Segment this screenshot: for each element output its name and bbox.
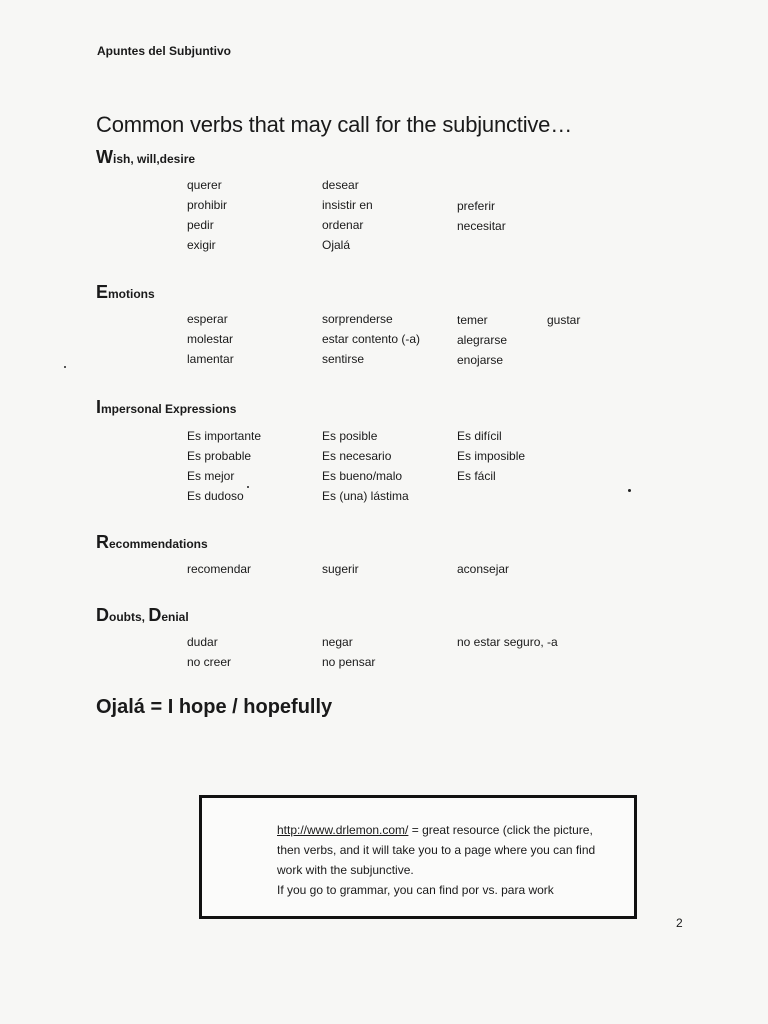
section-heading-emotions xyxy=(96,282,155,303)
expr-es-mejor: Es mejor xyxy=(187,469,235,483)
section-initial: W xyxy=(96,147,113,167)
page-number: 2 xyxy=(676,916,683,930)
resource-line-3: work with the subjunctive. xyxy=(277,863,414,877)
section-heading-impersonal xyxy=(96,397,236,418)
resource-line-2: then verbs, and it will take you to a page where you can find xyxy=(277,843,596,857)
verb-dudar: dudar xyxy=(187,635,218,649)
section-heading-doubts xyxy=(96,605,189,626)
verb-recomendar: recomendar xyxy=(187,562,252,576)
page-title: Common verbs that may call for the subjunctive… xyxy=(96,112,573,137)
resource-text xyxy=(277,820,627,900)
expr-es-dificil: Es difícil xyxy=(457,429,502,443)
verb-enojarse: enojarse xyxy=(457,353,504,367)
section-initial: E xyxy=(96,282,109,302)
section-initial: R xyxy=(96,532,109,552)
section-label: oubts, xyxy=(109,610,149,624)
verb-temer: temer xyxy=(457,313,488,327)
verb-sorprenderse: sorprenderse xyxy=(322,312,393,326)
verb-no-estar-seguro: no estar seguro, -a xyxy=(457,635,558,649)
verb-gustar: gustar xyxy=(547,313,581,327)
scan-speck xyxy=(64,366,66,368)
verb-ordenar: ordenar xyxy=(322,218,364,232)
verb-pedir: pedir xyxy=(187,218,214,232)
section-label: mpersonal Expressions xyxy=(101,402,237,416)
verb-desear: desear xyxy=(322,178,359,192)
verb-esperar: esperar xyxy=(187,312,228,326)
verb-sugerir: sugerir xyxy=(322,562,359,576)
ojala-definition: Ojalá = I hope / hopefully xyxy=(96,696,333,718)
section-heading-recommendations xyxy=(96,532,208,553)
verb-aconsejar: aconsejar xyxy=(457,562,510,576)
section-label: motions xyxy=(108,287,155,301)
expr-es-importante: Es importante xyxy=(187,429,262,443)
expr-es-lastima: Es (una) lástima xyxy=(322,489,409,503)
verb-sentirse: sentirse xyxy=(322,352,365,366)
resource-line-1-rest: = great resource (click the picture, xyxy=(408,823,593,837)
expr-es-imposible: Es imposible xyxy=(457,449,526,463)
verb-alegrarse: alegrarse xyxy=(457,333,508,347)
scan-speck xyxy=(247,486,249,488)
verb-exigir: exigir xyxy=(187,238,216,252)
verb-insistir: insistir en xyxy=(322,198,373,212)
verb-estar-contento: estar contento (-a) xyxy=(322,332,421,346)
expr-es-bueno-malo: Es bueno/malo xyxy=(322,469,403,483)
verb-prohibir: prohibir xyxy=(187,198,228,212)
verb-querer: querer xyxy=(187,178,222,192)
expr-es-dudoso: Es dudoso xyxy=(187,489,244,503)
verb-ojala: Ojalá xyxy=(322,238,351,252)
expr-es-facil: Es fácil xyxy=(457,469,496,483)
expr-es-posible: Es posible xyxy=(322,429,378,443)
verb-preferir: preferir xyxy=(457,199,496,213)
section-initial-2: D xyxy=(148,605,162,625)
expr-es-necesario: Es necesario xyxy=(322,449,392,463)
section-initial: D xyxy=(96,605,109,625)
verb-molestar: molestar xyxy=(187,332,234,346)
section-label: ish, will,desire xyxy=(113,152,196,166)
resource-line-1 xyxy=(277,820,627,840)
page-header: Apuntes del Subjuntivo xyxy=(97,44,231,58)
section-heading-wish xyxy=(96,147,195,168)
expr-es-probable: Es probable xyxy=(187,449,252,463)
verb-no-creer: no creer xyxy=(187,655,232,669)
verb-lamentar: lamentar xyxy=(187,352,234,366)
verb-negar: negar xyxy=(322,635,353,649)
verb-necesitar: necesitar xyxy=(457,219,506,233)
drlemon-link[interactable]: http://www.drlemon.com/ xyxy=(277,823,409,837)
resource-line-4: If you go to grammar, you can find por vs. para work xyxy=(277,883,554,897)
section-initial: I xyxy=(96,397,102,417)
section-label: ecommendations xyxy=(109,537,208,551)
verb-no-pensar: no pensar xyxy=(322,655,376,669)
section-label-2: enial xyxy=(161,610,189,624)
scan-speck xyxy=(628,489,631,492)
